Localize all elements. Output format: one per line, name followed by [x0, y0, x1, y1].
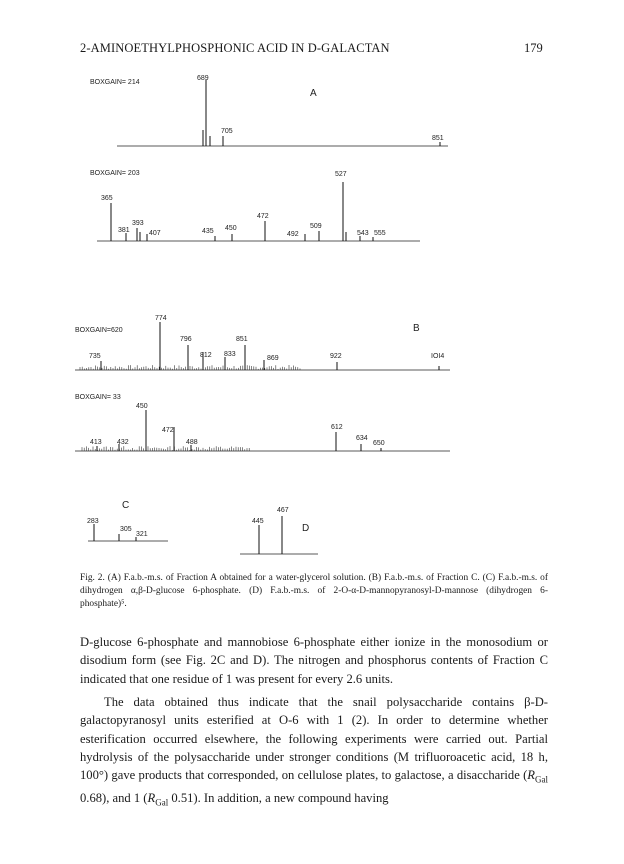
body-paragraph: The data obtained thus indicate that the snail polysaccharide contains β-D-galactopyranosyl units esterified at O-6 with 1 (2). In order to determine whether esterification occurred elsewhere, the following experiments were carried out. Partial hydrolysis of the polysaccharide under stronger conditions (M trifluoroacetic acid, 18 h, 100°) gave products that corresponded, on cellulose plates, to galactose, a disaccharide ($R_{Gal}$ 0.68), and 1 ($R_{Gal}$ 0.51). In addition, a new compound having: [80, 695, 548, 808]
page-number: 179: [524, 41, 543, 55]
panel-label: A: [310, 88, 317, 99]
panel-a: [90, 75, 448, 146]
peak-label: 527: [335, 171, 347, 178]
gain-label: BOXGAIN= 214: [90, 79, 140, 86]
panel-b: [75, 315, 450, 370]
peak-label: 472: [257, 213, 269, 220]
peak-label: 869: [267, 355, 279, 362]
peak-label: 321: [136, 531, 148, 538]
baseline-noise: [82, 446, 249, 451]
gain-label: BOXGAIN=620: [75, 327, 123, 334]
peak-label: 450: [136, 403, 148, 410]
gain-label: BOXGAIN= 203: [90, 170, 140, 177]
peak-label: 450: [225, 225, 237, 232]
peak-label: 445: [252, 518, 264, 525]
panel-a-low-mass: [90, 170, 420, 241]
figure-caption: Fig. 2. (A) F.a.b.-m.s. of Fraction A obtained for a water-glycerol solution. (B) F.a.b.-m.s. of Fraction C. (C) F.a.b.-m.s. of dihydrogen α,β-D-glucose 6-phosphate. (D) F.a.b.-m.s. of 2-O-α-D-mannopyranosyl-D-mannose (dihydrogen 6-phosphate)⁵.: [80, 573, 548, 609]
peak-label: 509: [310, 223, 322, 230]
running-title: 2-AMINOETHYLPHOSPHONIC ACID IN D-GALACTAN: [80, 41, 390, 55]
peak-label: 812: [200, 352, 212, 359]
panel-c: [87, 500, 168, 541]
peak-label: 650: [373, 440, 385, 447]
peak-label: 851: [236, 336, 248, 343]
peak-label: 492: [287, 231, 299, 238]
peak-label: 407: [149, 230, 161, 237]
peak-label: 283: [87, 518, 99, 525]
body-paragraph: D-glucose 6-phosphate and mannobiose 6-phosphate either ionize in the monosodium or disodium form (see Fig. 2C and D). The nitrogen and phosphorus contents of Fraction C indicated that one residue of 1 was present for every 2.6 units.: [80, 635, 548, 686]
panel-label: B: [413, 323, 420, 334]
peak-label: 705: [221, 128, 233, 135]
peak-label: 774: [155, 315, 167, 322]
peak-label: 833: [224, 351, 236, 358]
peak-label: 735: [89, 353, 101, 360]
peak-label: 796: [180, 336, 192, 343]
peak-label: 472: [162, 427, 174, 434]
peak-label: 381: [118, 227, 130, 234]
peak-label: 432: [117, 439, 129, 446]
peak-label: 365: [101, 195, 113, 202]
peak-label: 851: [432, 135, 444, 142]
peak-label: 922: [330, 353, 342, 360]
peak-label: 488: [186, 439, 198, 446]
panel-label: C: [122, 500, 130, 511]
peak-label: IOI4: [431, 353, 445, 360]
peak-label: 543: [357, 230, 369, 237]
baseline-noise: [80, 365, 300, 370]
peak-label: 467: [277, 507, 289, 514]
panel-b-low-mass: [75, 394, 450, 451]
peak-label: 612: [331, 424, 343, 431]
peak-label: 435: [202, 228, 214, 235]
peak-label: 413: [90, 439, 102, 446]
panel-label: D: [302, 523, 310, 534]
gain-label: BOXGAIN= 33: [75, 394, 121, 401]
peak-label: 555: [374, 230, 386, 237]
peak-label: 393: [132, 220, 144, 227]
panel-d: [240, 507, 318, 554]
peak-label: 689: [197, 75, 209, 82]
peak-label: 305: [120, 526, 132, 533]
peak-label: 634: [356, 435, 368, 442]
